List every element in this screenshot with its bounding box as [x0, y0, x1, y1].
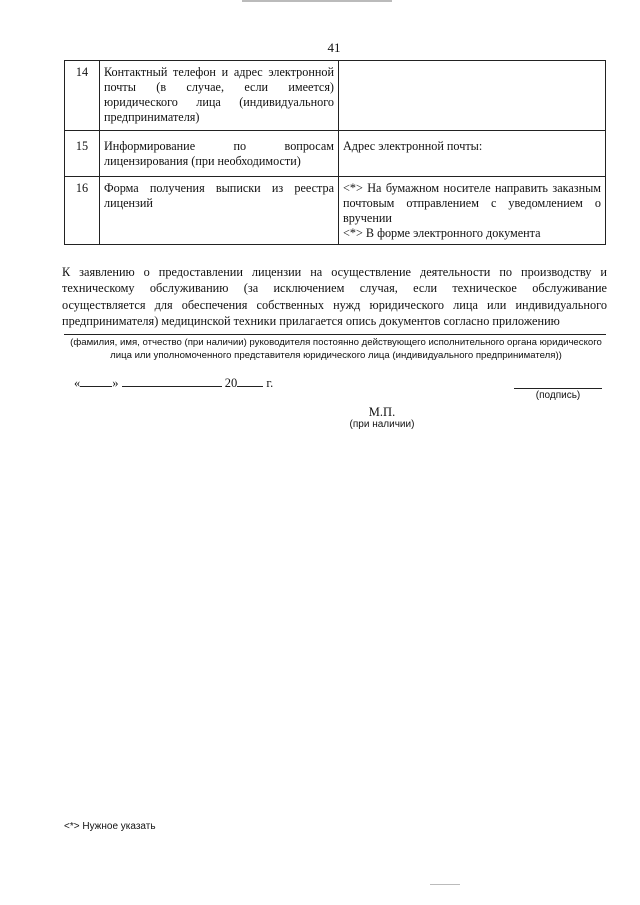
- signature-caption: (подпись): [535, 390, 581, 401]
- scan-artifact: [430, 884, 460, 885]
- option-electronic[interactable]: <*> В форме электронного документа: [343, 226, 541, 240]
- row-number: 15: [65, 131, 100, 177]
- seal-caption: (при наличии): [349, 419, 415, 430]
- row-number: 16: [65, 177, 100, 245]
- month-field[interactable]: [122, 375, 222, 387]
- row-label: Форма получения выписки из реестра лицензий: [100, 177, 339, 245]
- name-caption: (фамилия, имя, отчество (при наличии) руководителя постоянно действующего исполнительного органа юридического лица или уполномоченного представителя юридического лица (индивидуального предпринимателя)): [70, 337, 602, 361]
- date-line: [74, 375, 273, 391]
- name-entry-line[interactable]: [64, 334, 606, 335]
- table-row: [65, 177, 606, 245]
- date-open-quote: «: [74, 376, 81, 390]
- scan-artifact: [242, 0, 392, 2]
- year-prefix: 20: [224, 376, 238, 390]
- year-field[interactable]: [237, 375, 263, 387]
- page-number: 41: [327, 40, 341, 55]
- signature-line[interactable]: [514, 388, 602, 389]
- row-number: 14: [65, 61, 100, 131]
- seal-label: М.П.: [368, 405, 396, 419]
- row-value[interactable]: [339, 131, 606, 177]
- date-close-quote: »: [112, 376, 119, 390]
- day-field[interactable]: [80, 375, 112, 387]
- row-value: [339, 177, 606, 245]
- application-table: [64, 60, 606, 245]
- year-suffix: г.: [266, 376, 274, 390]
- row-value[interactable]: [339, 61, 606, 131]
- table-row: [65, 61, 606, 131]
- row-label: Контактный телефон и адрес электронной почты (в случае, если имеется) юридического лица (индивидуального предпринимателя): [100, 61, 339, 131]
- email-address-label: Адрес электронной почты:: [343, 139, 483, 153]
- footnote: <*> Нужное указать: [64, 821, 156, 832]
- row-label: Информирование по вопросам лицензирования (при необходимости): [100, 131, 339, 177]
- attachment-paragraph: К заявлению о предоставлении лицензии на осуществление деятельности по производству и техническому обслуживанию (за исключением случая, если техническое обслуживание осуществляется для обеспечения собственных нужд юридического лица или индивидуального предпринимателя) медицинской техники прилагается опись документов согласно приложению: [62, 265, 607, 329]
- option-paper[interactable]: <*> На бумажном носителе направить заказным почтовым отправлением с уведомлением о вручении: [343, 181, 601, 225]
- table-row: [65, 131, 606, 177]
